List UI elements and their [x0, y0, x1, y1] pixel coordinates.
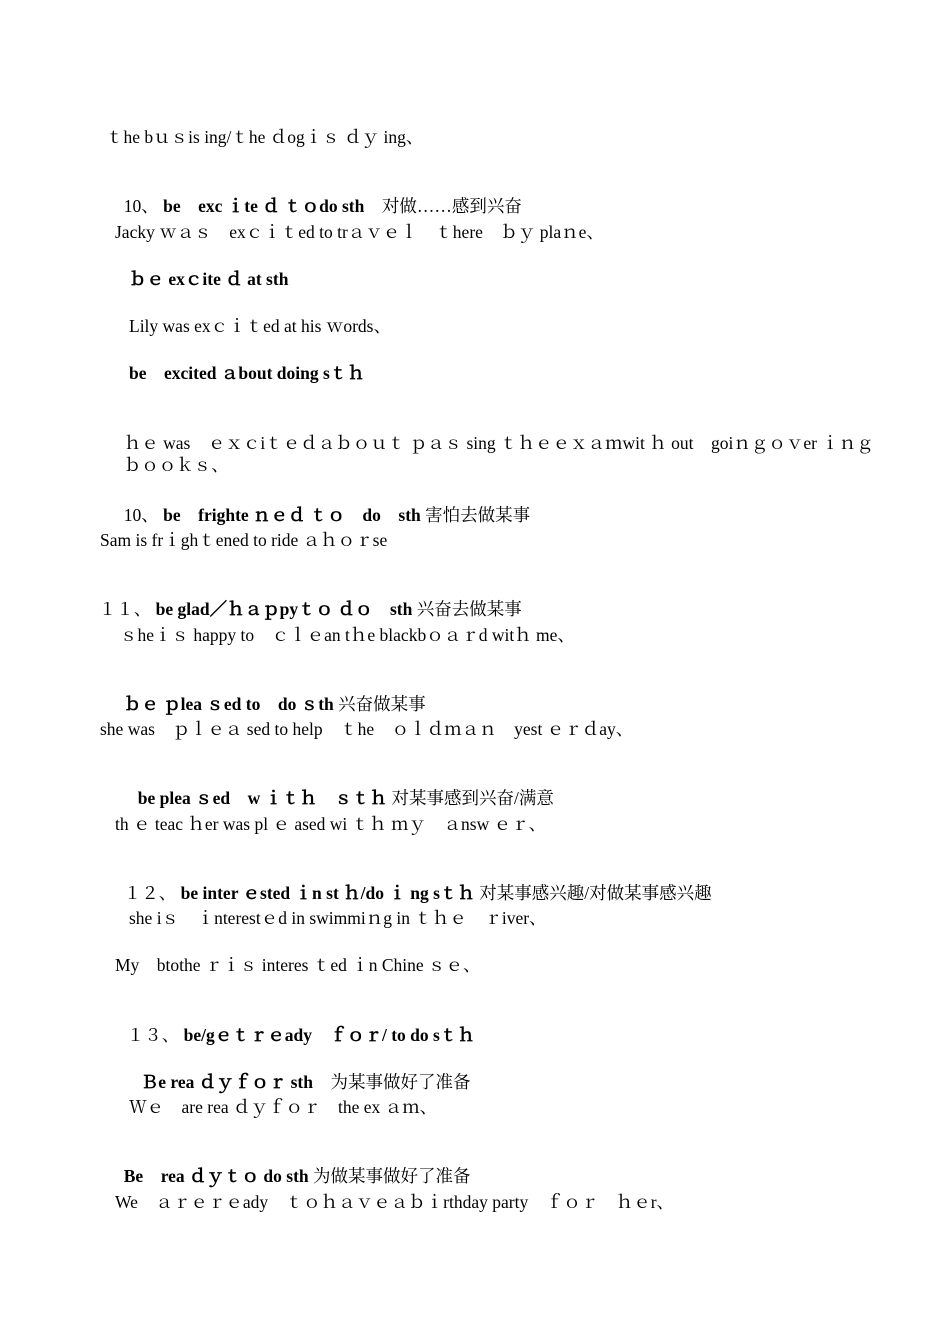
phrase-line: be excited ａbout doing sｔｈ — [129, 363, 365, 383]
sentence-line: My btothe ｒｉｓ interes ｔed ｉn Chine ｓｅ、 — [115, 955, 481, 975]
entry-line — [129, 765, 554, 809]
entry-number: １２、 — [123, 883, 181, 903]
meaning: 为做某事做好了准备 — [308, 1166, 471, 1186]
meaning: 为某事做好了准备 — [312, 1072, 471, 1092]
meaning: 对某事感兴趣/对做某事感兴趣 — [474, 883, 712, 903]
sentence-line: she iｓ ｉnterestｅd in swimmiｎg in ｔｈｅ ｒiver、 — [129, 908, 547, 928]
entry-line — [115, 173, 522, 217]
entry-number: 10、 — [123, 505, 164, 525]
phrase: be plea ｓed w ｉｔｈ ｓｔｈ — [137, 788, 388, 808]
meaning: 兴奋去做某事 — [412, 599, 522, 619]
sentence-line: Sam is frｉghｔened to ride ａｈｏｒse — [100, 530, 388, 550]
entry-line — [90, 576, 522, 620]
sentence-line: she was ｐｌｅａ sed to help ｔhe ｏｌｄｍａｎ yest ｅｒｄay、 — [100, 719, 634, 739]
phrase-line: ｂｅ exｃite ｄ at sth — [129, 269, 289, 289]
entry-line — [132, 1049, 470, 1093]
meaning: 兴奋做某事 — [333, 694, 426, 714]
meaning: 害怕去做某事 — [420, 505, 531, 525]
wrapped-sentence: ｈｅ was ｅｘｃiｔｅｄａｂｏｕｔ ｐａｓ sing ｔｈｅｅｘａｍwit ｈ out goiｎｇｏｖer ｉｎｇｂｏｏｋｓ、 — [123, 433, 874, 475]
phrase: Be rea ｄｙｔｏ do sth — [123, 1166, 309, 1186]
meaning: 对做……感到兴奋 — [364, 196, 522, 216]
entry-line — [115, 482, 530, 526]
sentence-line: Jacky ｗａｓ exｃｉｔed to trａｖｅｌ ｔhere ｂｙ plaｎe、 — [115, 222, 604, 242]
phrase: Ｂe rea ｄｙｆｏｒ sth — [140, 1072, 313, 1092]
entry-number: 10、 — [123, 196, 164, 216]
phrase: be/gｅｔｒｅady ｆｏｒ/ to do sｔｈ — [183, 1025, 475, 1045]
phrase: be frighte ｎｅｄ ｔｏ do sth — [163, 505, 421, 525]
sentence-line: ｔhe bｕｓis ing/ｔhe ｄogｉｓ ｄｙ ing、 — [106, 127, 424, 147]
entry-line — [115, 671, 426, 715]
phrase: be exc ｉte ｄ ｔｏdo sth — [163, 196, 365, 216]
entry-number: １３、 — [126, 1025, 184, 1045]
phrase: ｂｅ ｐlea ｓed to do ｓth — [123, 694, 334, 714]
sentence-line: ｓheｉｓ happy to ｃｌｅan tｈe blackbｏａｒd witｈ me、 — [120, 625, 575, 645]
sentence-line: Ｗｅ are rea ｄｙｆｏｒ the ex ａｍ、 — [129, 1097, 438, 1117]
entry-line — [115, 1143, 471, 1187]
entry-line — [115, 860, 712, 904]
sentence-line — [97, 410, 884, 476]
entry-line — [118, 1002, 475, 1046]
phrase: be glad／ｈａｐpyｔｏ ｄｏ sth — [155, 599, 413, 619]
wrapped-sentence-part — [106, 433, 124, 453]
sentence-line: We ａｒｅｒｅady ｔｏｈａｖｅａｂｉrthday party ｆｏｒ ｈｅr、 — [115, 1192, 675, 1212]
sentence-line: Lily was exｃｉｔed at his ｗords、 — [129, 316, 391, 336]
entry-number: １１、 — [98, 599, 156, 619]
phrase: be inter ｅsted ｉn st ｈ/do ｉ ng sｔｈ — [180, 883, 475, 903]
meaning: 对某事感到兴奋/满意 — [387, 788, 554, 808]
sentence-line: th ｅ teac ｈer was pl ｅ ased wi ｔｈ ｍｙ ａnsw ｅｒ、 — [115, 814, 547, 834]
